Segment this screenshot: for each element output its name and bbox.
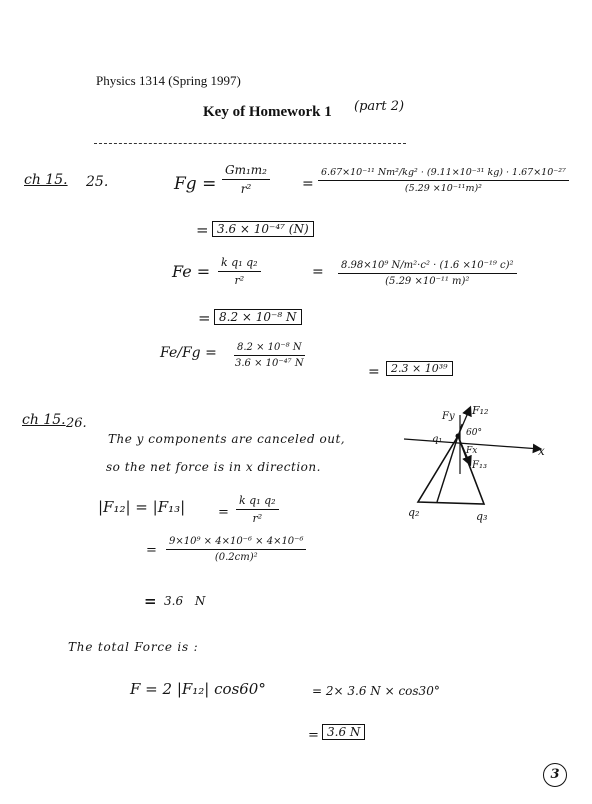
total-result: 3.6 N: [322, 724, 365, 740]
part-note: (part 2): [354, 99, 405, 114]
total-force-substitution: = 2× 3.6 N × cos30°: [312, 684, 440, 698]
fg-result: 3.6 × 10⁻⁴⁷ (N): [212, 221, 314, 237]
force-sub-denominator: (0.2cm)²: [214, 552, 258, 563]
force-value: 3.6 N: [164, 594, 206, 608]
fe-eq: =: [312, 264, 324, 280]
course-title: Physics 1314 (Spring 1997): [96, 73, 241, 88]
diagram-fy-label: Fy: [442, 411, 455, 422]
fe-result: 8.2 × 10⁻⁸ N: [214, 309, 302, 325]
force-denominator: r²: [252, 512, 263, 525]
force-magnitude-lhs: |F₁₂| = |F₁₃|: [98, 498, 186, 516]
fg-sub-numerator: 6.67×10⁻¹¹ Nm²/kg² · (9.11×10⁻³¹ kg) · 1.67×10⁻²⁷: [318, 167, 569, 181]
ratio-numerator: 8.2 × 10⁻⁸ N: [234, 342, 305, 356]
diagram-f13-label: F₁₃: [472, 460, 487, 471]
total-force-formula: F = 2 |F₁₂| cos60°: [130, 680, 266, 698]
charge-q1-dot: [456, 434, 461, 439]
total-force-text: The total Force is :: [68, 640, 199, 654]
chapter-label-26: ch 15.: [22, 412, 66, 428]
ratio-eq: =: [368, 364, 380, 380]
page-title: Key of Homework 1: [203, 104, 332, 120]
fg-numerator: Gm₁m₂: [222, 163, 270, 180]
diagram-x-label: x: [538, 444, 545, 458]
force-eq-2: =: [146, 543, 157, 558]
triangle-inner-line: [437, 436, 458, 502]
diagram-f12-label: F₁₂: [472, 404, 489, 417]
problem-number-26: 26.: [66, 416, 87, 431]
problem-number-25: 25.: [86, 174, 109, 190]
fe-denominator: r²: [234, 274, 245, 287]
force-value-eq: =: [144, 592, 157, 610]
ratio-result: 2.3 × 10³⁹: [386, 361, 453, 376]
page-number: 3: [543, 763, 567, 787]
fe-result-eq: =: [198, 309, 211, 327]
fe-numerator: k q₁ q₂: [218, 256, 261, 272]
ratio-denominator: 3.6 × 10⁻⁴⁷ N: [235, 358, 304, 369]
fe-lhs: Fe =: [172, 262, 211, 281]
diagram-q3-label: q₃: [476, 510, 488, 523]
fg-lhs: Fg =: [174, 174, 217, 194]
explanation-line-1: The y components are canceled out,: [108, 432, 346, 446]
fe-sub-numerator: 8.98×10⁹ N/m²·c² · (1.6 ×10⁻¹⁹ c)²: [338, 260, 517, 274]
chapter-label-25: ch 15.: [24, 172, 68, 188]
diagram-fx-label: Fx: [466, 446, 478, 456]
fg-eq: =: [302, 176, 314, 192]
diagram-q2-label: q₂: [408, 506, 420, 519]
fg-denominator: r²: [240, 182, 252, 196]
fg-sub-denominator: (5.29 ×10⁻¹¹m)²: [404, 183, 482, 194]
force-numerator: k q₁ q₂: [236, 494, 279, 510]
force-eq: =: [218, 505, 229, 520]
explanation-line-2: so the net force is in x direction.: [106, 460, 321, 474]
ratio-lhs: Fe/Fg =: [160, 345, 217, 361]
diagram-q1-label: q₁: [432, 434, 443, 445]
fe-sub-denominator: (5.29 ×10⁻¹¹ m)²: [385, 276, 470, 287]
total-result-eq: =: [308, 728, 319, 743]
diagram-angle-label: 60°: [466, 428, 482, 438]
force-sub-numerator: 9×10⁹ × 4×10⁻⁶ × 4×10⁻⁶: [166, 536, 306, 550]
fg-result-eq: =: [196, 221, 209, 239]
